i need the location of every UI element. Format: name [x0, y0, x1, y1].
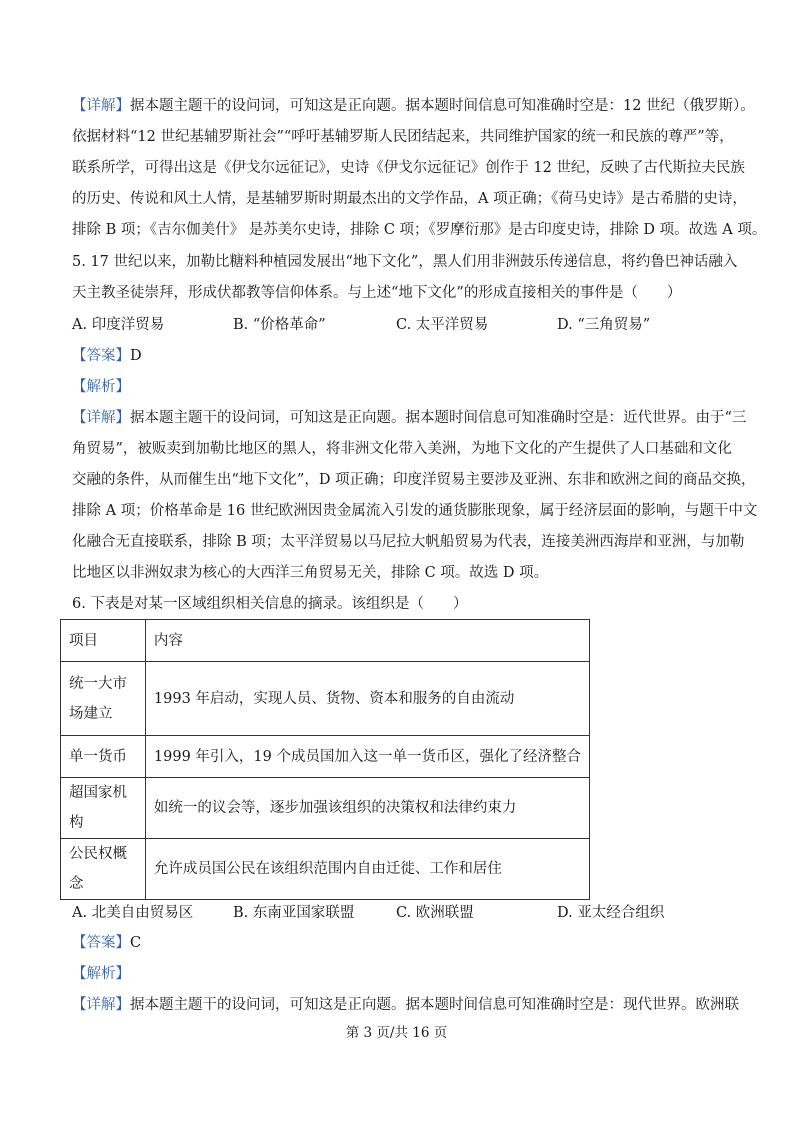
detail-line: 排除 B 项；《吉尔伽美什》 是苏美尔史诗，排除 C 项；《罗摩衍那》是古印度史诗，排除 D 项。故选 A 项。	[72, 222, 767, 238]
answer-value: D	[130, 348, 142, 364]
table-cell: 超国家机构	[61, 778, 146, 839]
table-cell: 允许成员国公民在该组织范围内自由迁徙、工作和居住	[145, 839, 589, 900]
answer-tag: 【答案】	[72, 935, 130, 951]
answer-tag: 【答案】	[72, 348, 130, 364]
question-5-stem: 5. 17 世纪以来，加勒比糖料种植园发展出“地下文化”，黑人们用非洲鼓乐传递信息，将约鲁巴神话融入	[72, 254, 738, 270]
detail-line: 角贸易”，被贩卖到加勒比地区的黑人，将非洲文化带入美洲，为地下文化的产生提供了人口基础和文化	[72, 441, 732, 457]
table-cell: 如统一的议会等，逐步加强该组织的决策权和法律约束力	[145, 778, 589, 839]
detail-line: 比地区以非洲奴隶为核心的大西洋三角贸易无关，排除 C 项。故选 D 项。	[72, 565, 549, 581]
table-header-cell: 内容	[145, 620, 589, 662]
detail-line: 【详解】据本题主题干的设问词，可知这是正向题。据本题时间信息可知准确时空是：近代世界。由于“三	[72, 410, 747, 426]
analysis-tag: 【解析】	[72, 966, 130, 982]
detail-line: 排除 A 项；价格革命是 16 世纪欧洲因贵金属流入引发的通货膨胀现象，属于经济层面的影响，与题干中文	[72, 503, 758, 519]
table-cell: 统一大市场建立	[61, 662, 146, 736]
table-row	[61, 736, 590, 778]
option-a: A. 北美自由贸易区	[72, 905, 194, 921]
page-footer: 第 3 页/共 16 页	[345, 1025, 448, 1041]
table-header-cell: 项目	[61, 620, 146, 662]
detail-tag: 【详解】	[72, 98, 130, 114]
answer-line	[72, 346, 722, 366]
detail-line: 化融合无直接联系，排除 B 项；太平洋贸易以马尼拉大帆船贸易为代表，连接美洲西海岸和亚洲，与加勒	[72, 534, 745, 550]
detail-line: 【详解】据本题主题干的设问词，可知这是正向题。据本题时间信息可知准确时空是：现代世界。欧洲联	[72, 997, 739, 1013]
table-header-row	[61, 620, 590, 662]
option-d: D. “三角贸易”	[557, 317, 651, 333]
detail-line: 交融的条件，从而催生出“地下文化”，D 项正确；印度洋贸易主要涉及亚洲、东非和欧洲之间的商品交换，	[72, 472, 756, 488]
answer-value: C	[130, 935, 142, 951]
detail-line: 【详解】据本题主题干的设问词，可知这是正向题。据本题时间信息可知准确时空是：12 世纪（俄罗斯）。	[72, 98, 755, 114]
option-b: B. “价格革命”	[233, 317, 326, 333]
table-row	[61, 662, 590, 736]
detail-line: 的历史、传说和风土人情，是基辅罗斯时期最杰出的文学作品，A 项正确；《荷马史诗》是古希腊的史诗，	[72, 191, 747, 207]
question-6-stem: 6. 下表是对某一区域组织相关信息的摘录。该组织是（ ）	[72, 596, 468, 612]
option-c: C. 太平洋贸易	[396, 317, 489, 333]
detail-tag: 【详解】	[72, 410, 130, 426]
detail-tag: 【详解】	[72, 997, 130, 1013]
table-cell: 公民权概念	[61, 839, 146, 900]
option-d: D. 亚太经合组织	[557, 905, 665, 921]
question-5-stem: 天主教圣徒崇拜，形成伏都教等信仰体系。与上述“地下文化”的形成直接相关的事件是（ ）	[72, 285, 682, 301]
answer-line	[72, 933, 722, 953]
detail-line: 联系所学，可得出这是《伊戈尔远征记》，史诗《伊戈尔远征记》创作于 12 世纪，反映了古代斯拉夫民族	[72, 160, 745, 176]
organization-table	[60, 619, 590, 900]
table-cell: 1993 年启动，实现人员、货物、资本和服务的自由流动	[145, 662, 589, 736]
option-a: A. 印度洋贸易	[72, 317, 165, 333]
option-b: B. 东南亚国家联盟	[233, 905, 355, 921]
table-cell: 1999 年引入，19 个成员国加入这一单一货币区，强化了经济整合	[145, 736, 589, 778]
option-c: C. 欧洲联盟	[396, 905, 474, 921]
analysis-tag: 【解析】	[72, 379, 130, 395]
table-row	[61, 778, 590, 839]
table-row	[61, 839, 590, 900]
table-cell: 单一货币	[61, 736, 146, 778]
detail-line: 依据材料“12 世纪基辅罗斯社会”“呼吁基辅罗斯人民团结起来，共同维护国家的统一和民族的尊严”等，	[72, 129, 734, 145]
